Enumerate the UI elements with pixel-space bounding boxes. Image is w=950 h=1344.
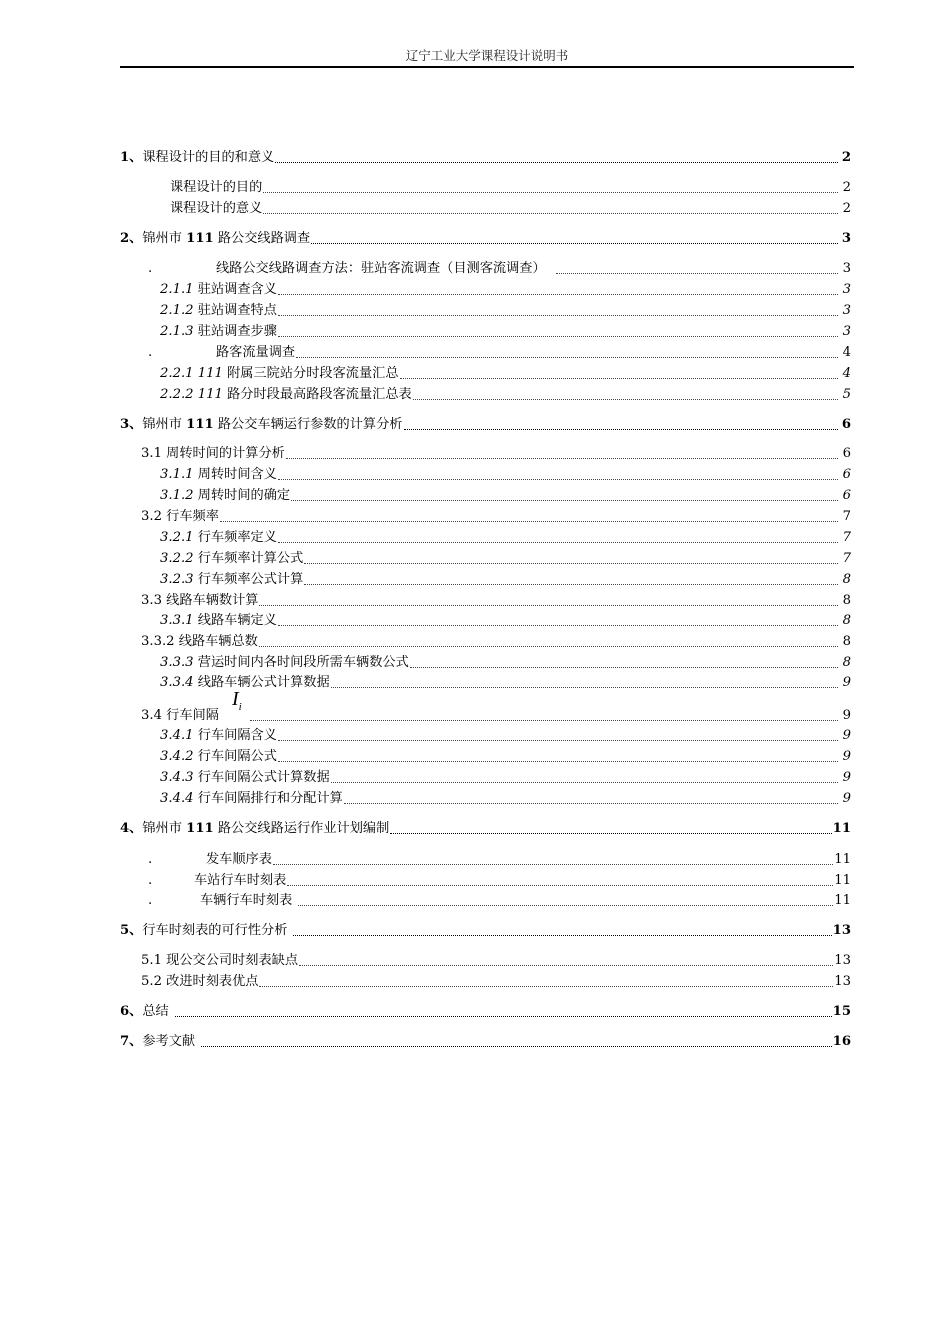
toc-entry-3-4-4[interactable]: 3.4.4 行车间隔排行和分配计算 9 <box>160 791 851 806</box>
toc-entry-5-2[interactable]: 5.2 改进时刻表优点 13 <box>141 974 851 989</box>
toc-entry-3-2-1[interactable]: 3.2.1 行车频率定义 7 <box>160 530 851 545</box>
toc-entry-2-2-2[interactable]: 2.2.2 111 路分时段最高路段客流量汇总表 5 <box>160 387 851 402</box>
toc-entry-2-2[interactable]: . 路客流量调查 4 <box>148 345 851 360</box>
toc-entry-3-4[interactable]: 3.4 行车间隔 9 <box>141 708 851 723</box>
header-rule <box>120 66 854 68</box>
toc-entry-2[interactable]: 2、锦州市 111 路公交线路调查 3 <box>120 231 851 246</box>
toc-entry-4-1[interactable]: . 发车顺序表 11 <box>148 852 851 867</box>
toc-entry-3[interactable]: 3、锦州市 111 路公交车辆运行参数的计算分析 6 <box>120 417 851 432</box>
toc-entry-3-1[interactable]: 3.1 周转时间的计算分析 6 <box>141 446 851 461</box>
toc-entry-3-2-3[interactable]: 3.2.3 行车频率公式计算 8 <box>160 572 851 587</box>
toc-entry-3-4-3[interactable]: 3.4.3 行车间隔公式计算数据 9 <box>160 770 851 785</box>
toc-entry-3-4-1[interactable]: 3.4.1 行车间隔含义 9 <box>160 728 851 743</box>
toc-entry-4-2[interactable]: . 车站行车时刻表 11 <box>148 873 851 888</box>
toc-entry-1-2[interactable]: 课程设计的意义 2 <box>170 201 851 216</box>
page-header: 辽宁工业大学课程设计说明书 <box>405 48 569 63</box>
interval-symbol: $I_i$ <box>232 688 242 713</box>
toc-entry-2-1-1[interactable]: 2.1.1 驻站调查含义 3 <box>160 282 851 297</box>
toc-entry-2-1-2[interactable]: 2.1.2 驻站调查特点 3 <box>160 303 851 318</box>
toc-entry-3-3-1[interactable]: 3.3.1 线路车辆定义 8 <box>160 613 851 628</box>
toc-entry-3-2[interactable]: 3.2 行车频率 7 <box>141 509 851 524</box>
toc-entry-5-1[interactable]: 5.1 现公交公司时刻表缺点 13 <box>141 953 851 968</box>
toc-entry-1[interactable]: 1、课程设计的目的和意义 2 <box>120 150 851 165</box>
toc-entry-3-1-1[interactable]: 3.1.1 周转时间含义 6 <box>160 467 851 482</box>
toc-entry-3-3-2[interactable]: 3.3.2 线路车辆总数 8 <box>141 634 851 649</box>
toc-entry-2-2-1[interactable]: 2.2.1 111 附属三院站分时段客流量汇总 4 <box>160 366 851 381</box>
toc-entry-4[interactable]: 4、锦州市 111 路公交线路运行作业计划编制 11 <box>120 821 851 836</box>
toc-entry-3-3-3[interactable]: 3.3.3 营运时间内各时间段所需车辆数公式 8 <box>160 655 851 670</box>
toc-entry-3-1-2[interactable]: 3.1.2 周转时间的确定 6 <box>160 488 851 503</box>
toc-entry-2-1-3[interactable]: 2.1.3 驻站调查步骤 3 <box>160 324 851 339</box>
toc-entry-3-3-4[interactable]: 3.3.4 线路车辆公式计算数据 9 <box>160 675 851 690</box>
toc-entry-6[interactable]: 6、总结 15 <box>120 1004 851 1019</box>
toc-entry-4-3[interactable]: . 车辆行车时刻表 11 <box>148 893 851 908</box>
toc-entry-1-1[interactable]: 课程设计的目的 2 <box>170 180 851 195</box>
toc-entry-7[interactable]: 7、参考文献 16 <box>120 1034 851 1049</box>
toc-entry-5[interactable]: 5、行车时刻表的可行性分析 13 <box>120 923 851 938</box>
toc-entry-3-4-2[interactable]: 3.4.2 行车间隔公式 9 <box>160 749 851 764</box>
toc-entry-3-3[interactable]: 3.3 线路车辆数计算 8 <box>141 593 851 608</box>
toc-entry-2-1[interactable]: . 线路公交线路调查方法：驻站客流调查（目测客流调查） 3 <box>148 261 851 276</box>
toc-entry-3-2-2[interactable]: 3.2.2 行车频率计算公式 7 <box>160 551 851 566</box>
